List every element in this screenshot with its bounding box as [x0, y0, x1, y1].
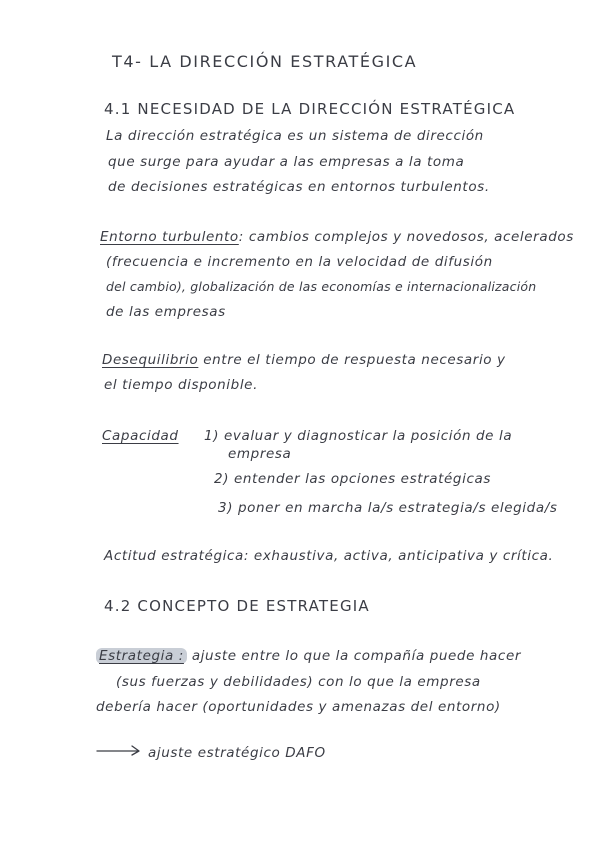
actitud-line: Actitud estratégica: exhaustiva, activa, anticipativa y crítica. [104, 548, 554, 564]
capacidad-item-2: 2) entender las opciones estratégicas [214, 471, 491, 487]
estrategia-term: Estrategia : [96, 648, 187, 664]
intro-line-3: de decisiones estratégicas en entornos turbulentos. [108, 179, 490, 195]
estrategia-line-2: (sus fuerzas y debilidades) con lo que la empresa [116, 674, 481, 690]
entorno-def: : cambios complejos y novedosos, acelerados [238, 229, 574, 245]
desequilibrio-def: entre el tiempo de respuesta necesario y [198, 352, 506, 368]
estrategia-line-3: debería hacer (oportunidades y amenazas del entorno) [96, 699, 501, 715]
capacidad-item-3: 3) poner en marcha la/s estrategia/s elegida/s [218, 500, 558, 516]
desequilibrio-term: Desequilibrio [102, 352, 199, 368]
capacidad-term: Capacidad [102, 428, 179, 444]
estrategia-def: ajuste entre lo que la compañía puede hacer [186, 648, 522, 664]
arrow-right-icon [96, 742, 142, 756]
entorno-line-3: del cambio), globalización de las economías e internacionalización [106, 279, 537, 294]
section-1-heading: 4.1 NECESIDAD DE LA DIRECCIÓN ESTRATÉGICA [104, 100, 516, 118]
entorno-term: Entorno turbulento [100, 229, 239, 245]
intro-line-2: que surge para ayudar a las empresas a la toma [108, 154, 465, 170]
intro-line-1: La dirección estratégica es un sistema de dirección [106, 128, 484, 144]
section-2-heading: 4.2 CONCEPTO DE ESTRATEGIA [104, 597, 370, 615]
desequilibrio-line-1 [102, 352, 506, 368]
entorno-line-4: de las empresas [106, 304, 226, 320]
entorno-line-2: (frecuencia e incremento en la velocidad de difusión [106, 254, 493, 270]
entorno-line-1 [100, 229, 574, 245]
page-title: T4- LA DIRECCIÓN ESTRATÉGICA [112, 52, 418, 71]
capacidad-item-1: 1) evaluar y diagnosticar la posición de la [204, 428, 513, 444]
estrategia-line-1 [96, 648, 521, 664]
dafo-line: ajuste estratégico DAFO [148, 745, 326, 761]
capacidad-item-1-cont: empresa [228, 446, 292, 462]
desequilibrio-line-2: el tiempo disponible. [104, 377, 258, 393]
